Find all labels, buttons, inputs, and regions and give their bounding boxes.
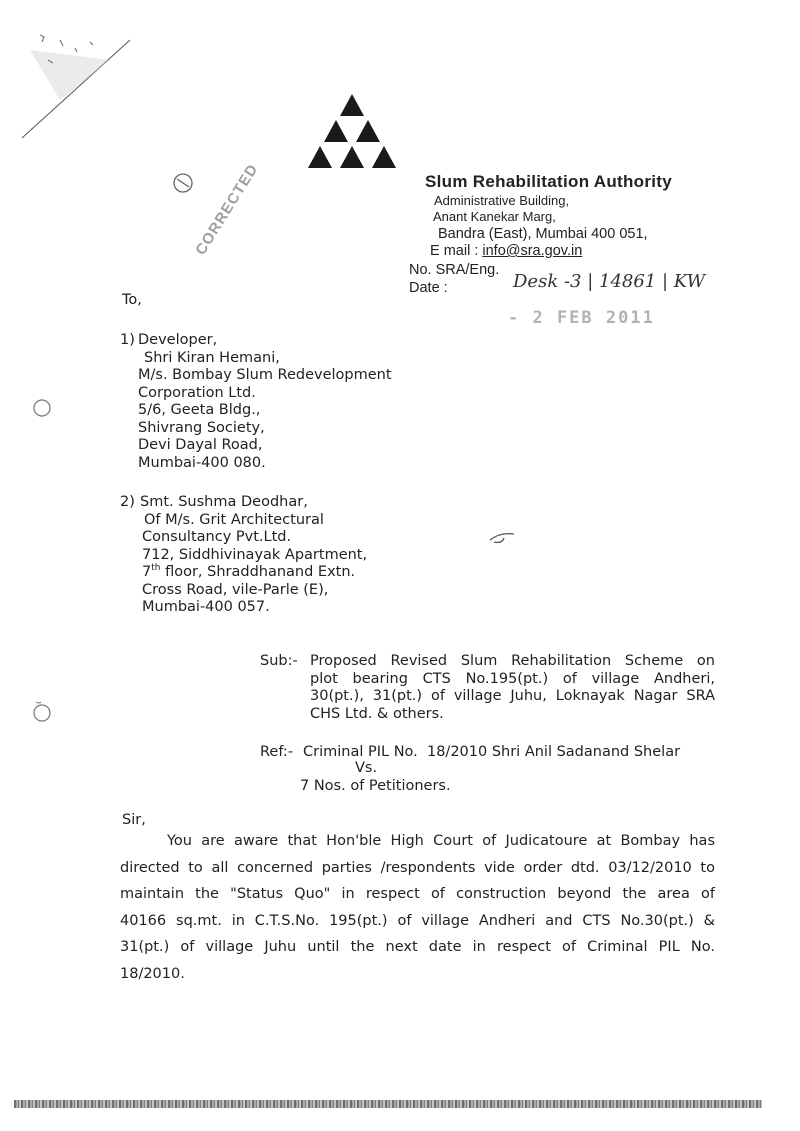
body-line: 31(pt.) of village Juhu until the next date in respect of Criminal PIL No. [120,939,715,955]
recipient1-line: Mumbai-400 080. [138,454,266,471]
ref-no-handwritten: Desk -3 | 14861 | KW [513,271,706,292]
punch-hole-icon [32,700,52,724]
recipient1-line: 5/6, Geeta Bldg., [138,402,261,418]
recipient1-line: Shivrang Society, [138,419,265,436]
reference-line-1: Criminal PIL No. 18/2010 Shri Anil Sadanand Shelar [303,744,681,760]
email-link[interactable]: info@sra.gov.in [482,243,583,259]
address-line-3: Bandra (East), Mumbai 400 051, [438,226,648,242]
body-line: 18/2010. [120,965,185,982]
subject-line: Proposed Revised Slum Rehabilitation Scheme on [310,653,715,669]
body-line: 40166 sq.mt. in C.T.S.No. 195(pt.) of village Andheri and CTS No.30(pt.) & [120,912,715,929]
recipient1-line: M/s. Bombay Slum Redevelopment [138,367,392,383]
margin-tick-mark-icon [488,528,518,548]
body-line: You are aware that Hon'ble High Court of Judicatoure at Bombay has [167,833,715,849]
recipient2-line: Cross Road, vile-Parle (E), [142,581,329,598]
date-stamp: - 2 FEB 2011 [508,308,655,328]
authority-title: Slum Rehabilitation Authority [425,172,673,191]
punch-hole-icon [32,397,52,419]
recipient2-line: Mumbai-400 057. [142,599,270,615]
email-label: E mail : [430,243,479,259]
salutation: Sir, [122,812,146,828]
corrected-stamp [165,160,262,260]
recipient2-line: Of M/s. Grit Architectural [144,511,324,528]
recipient1-line: Corporation Ltd. [138,384,256,401]
subject-text [310,653,715,723]
address-line-2: Anant Kanekar Marg, [433,209,556,224]
reference-line-3: 7 Nos. of Petitioners. [300,778,451,794]
subject-line: 30(pt.), 31(pt.) of village Juhu, Loknayak Nagar SRA [310,688,715,704]
reference-label: Ref:- [260,744,294,760]
email-line [430,243,582,259]
recipient2-number: 2) [120,494,135,510]
ref-no-label: No. SRA/Eng. [409,262,500,278]
recipient2-line: Smt. Sushma Deodhar, [140,494,308,510]
recipient1-line: Developer, [138,332,218,348]
recipient2-line: 712, Siddhivinayak Apartment, [142,546,368,563]
subject-label: Sub:- [260,653,298,669]
recipient2-line: Consultancy Pvt.Ltd. [142,529,292,545]
recipient1-number: 1) [120,332,135,348]
body-line: maintain the "Status Quo" in respect of construction beyond the area of [120,886,715,902]
scan-corner-artifact [0,20,140,140]
body-paragraph [120,828,715,987]
ref-no-line [409,262,499,278]
to-label: To, [122,292,142,308]
subject-line: CHS Ltd. & others. [310,705,444,722]
recipient1-line: Devi Dayal Road, [138,437,263,453]
recipient1-line: Shri Kiran Hemani, [144,349,280,366]
reference-line-2: Vs. [355,760,378,776]
subject-line: plot bearing CTS No.195(pt.) of village Andheri, [310,670,715,687]
body-line: directed to all concerned parties /respondents vide order dtd. 03/12/2010 to [120,859,715,876]
recipient2-floor-line: 7th floor, Shraddhanand Extn. [142,563,356,580]
stamp-text: CORRECTED [192,160,262,259]
date-label: Date : [409,280,448,296]
address-line-1: Administrative Building, [434,193,570,208]
recipient2-address [140,494,367,617]
recipient1-address [138,332,392,472]
scan-bottom-strip [14,1100,762,1108]
sra-logo-icon [300,94,410,170]
